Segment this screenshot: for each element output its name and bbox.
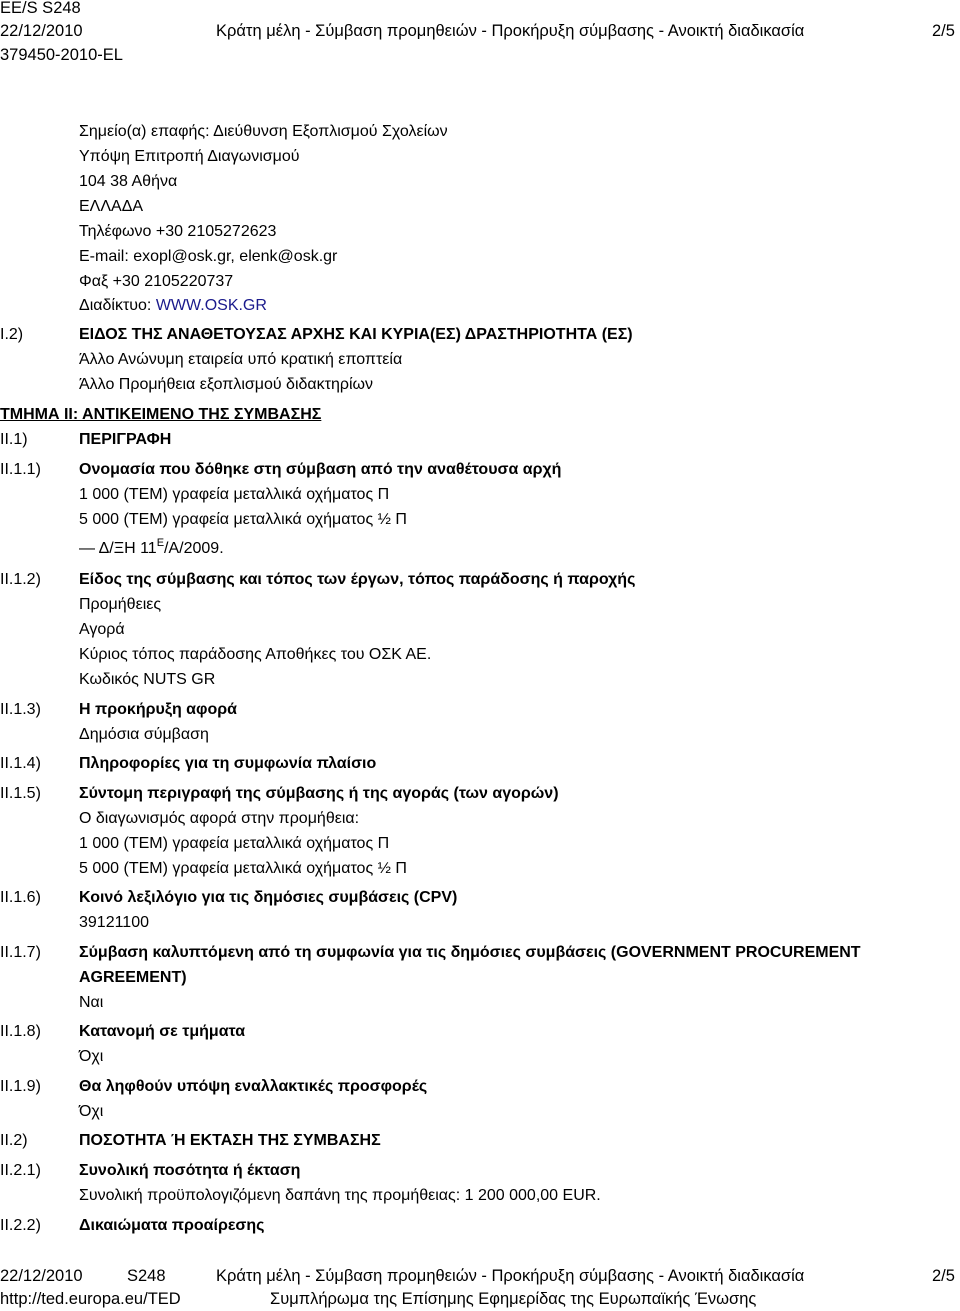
footer-url[interactable]: http://ted.europa.eu/TED — [0, 1290, 181, 1308]
section-heading-ii15: Σύντομη περιγραφή της σύμβασης ή της αγοράς (των αγορών) — [79, 785, 559, 802]
authority-activity: Άλλο Προμήθεια εξοπλισμού διδακτηρίων — [79, 376, 374, 393]
section-heading-ii11: Ονομασία που δόθηκε στη σύμβαση από την αναθέτουσα αρχή — [79, 461, 562, 478]
short-description-line-3: 5 000 (ΤΕΜ) γραφεία μεταλλικά οχήματος ½ Π — [79, 860, 407, 877]
short-description-line-2: 1 000 (ΤΕΜ) γραφεία μεταλλικά οχήματος Π — [79, 835, 390, 852]
contact-attention: Υπόψη Επιτροπή Διαγωνισμού — [79, 148, 300, 165]
section-heading-i2: ΕΙΔΟΣ ΤΗΣ ΑΝΑΘΕΤΟΥΣΑΣ ΑΡΧΗΣ ΚΑΙ ΚΥΡΙΑ(ΕΣ) ΔΡΑΣΤΗΡΙΟΤΗΤΑ (ΕΣ) — [79, 326, 633, 343]
header-page-number: 2/5 — [932, 22, 955, 40]
contact-country: ΕΛΛΑΔΑ — [79, 198, 144, 215]
delivery-place: Κύριος τόπος παράδοσης Αποθήκες του ΟΣΚ ΑΕ. — [79, 646, 432, 663]
section-number-ii14: II.1.4) — [0, 755, 41, 772]
section-number-ii17: II.1.7) — [0, 944, 41, 961]
section-number-i2: I.2) — [0, 326, 24, 343]
notice-involves: Δημόσια σύμβαση — [79, 726, 209, 743]
header-title: Κράτη μέλη - Σύμβαση προμηθειών - Προκήρυξη σύμβασης - Ανοικτή διαδικασία — [216, 22, 805, 40]
section-heading-ii21: Συνολική ποσότητα ή έκταση — [79, 1162, 301, 1179]
section-heading-ii1: ΠΕΡΙΓΡΑΦΗ — [79, 431, 172, 448]
web-label: Διαδίκτυο: — [79, 297, 152, 314]
contract-reference — [79, 539, 224, 560]
footer-series: S248 — [127, 1267, 166, 1285]
footer-supplement: Συμπλήρωμα της Επίσημης Εφημερίδας της Ευρωπαϊκής Ένωσης — [270, 1290, 757, 1308]
section-heading-ii2: ΠΟΣΟΤΗΤΑ Ή ΕΚΤΑΣΗ ΤΗΣ ΣΥΜΒΑΣΗΣ — [79, 1132, 381, 1149]
reference-prefix: — Δ/ΞΗ 11 — [79, 540, 157, 557]
section-heading-ii18: Κατανομή σε τμήματα — [79, 1023, 246, 1040]
section-number-ii11: II.1.1) — [0, 461, 41, 478]
contact-email: E-mail: exopl@osk.gr, elenk@osk.gr — [79, 248, 338, 265]
authority-type: Άλλο Ανώνυμη εταιρεία υπό κρατική εποπτεία — [79, 351, 403, 368]
lots-answer: Όχι — [79, 1048, 104, 1065]
section-heading-ii12: Είδος της σύμβασης και τόπος των έργων, τόπος παράδοσης ή παροχής — [79, 571, 636, 588]
section-title-ii: ΤΜΗΜΑ ΙΙ: ΑΝΤΙΚΕΙΜΕΝΟ ΤΗΣ ΣΥΜΒΑΣΗΣ — [0, 406, 322, 423]
short-description-line-1: Ο διαγωνισμός αφορά στην προμήθεια: — [79, 810, 360, 827]
contact-postal: 104 38 Αθήνα — [79, 173, 178, 190]
section-heading-ii19: Θα ληφθούν υπόψη εναλλακτικές προσφορές — [79, 1078, 428, 1095]
variants-answer: Όχι — [79, 1103, 104, 1120]
footer-page-number: 2/5 — [932, 1267, 955, 1285]
gpa-answer: Ναι — [79, 994, 104, 1011]
total-quantity: Συνολική προϋπολογιζόμενη δαπάνη της προμήθειας: 1 200 000,00 EUR. — [79, 1187, 601, 1204]
header-date: 22/12/2010 — [0, 22, 83, 40]
section-number-ii16: II.1.6) — [0, 889, 41, 906]
footer-date: 22/12/2010 — [0, 1267, 83, 1285]
section-heading-ii13: Η προκήρυξη αφορά — [79, 701, 237, 718]
contact-web — [79, 296, 267, 316]
section-number-ii1: II.1) — [0, 431, 28, 448]
contact-phone: Τηλέφωνο +30 2105272623 — [79, 223, 277, 240]
contact-fax: Φαξ +30 2105220737 — [79, 273, 234, 290]
reference-suffix: /Α/2009. — [164, 540, 224, 557]
section-number-ii19: II.1.9) — [0, 1078, 41, 1095]
section-heading-ii17: Σύμβαση καλυπτόμενη από τη συμφωνία για τις δημόσιες συμβάσεις (GOVERNMENT PROCUREMENT — [79, 944, 861, 961]
section-heading-ii14: Πληροφορίες για τη συμφωνία πλαίσιο — [79, 755, 377, 772]
reference-superscript: Ε — [156, 537, 165, 549]
section-heading-ii22: Δικαιώματα προαίρεσης — [79, 1217, 265, 1234]
contact-point: Σημείο(α) επαφής: Διεύθυνση Εξοπλισμού Σχολείων — [79, 123, 448, 140]
section-heading-ii17-cont: AGREEMENT) — [79, 969, 187, 986]
contract-subtype: Αγορά — [79, 621, 125, 638]
web-link[interactable]: WWW.OSK.GR — [155, 297, 267, 314]
footer-title: Κράτη μέλη - Σύμβαση προμηθειών - Προκήρυξη σύμβασης - Ανοικτή διαδικασία — [216, 1267, 805, 1285]
section-number-ii13: II.1.3) — [0, 701, 41, 718]
section-number-ii22: II.2.2) — [0, 1217, 41, 1234]
nuts-code: Κωδικός NUTS GR — [79, 671, 216, 688]
section-number-ii21: II.2.1) — [0, 1162, 41, 1179]
contract-type: Προμήθειες — [79, 596, 162, 613]
header-series: EE/S S248 — [0, 0, 81, 17]
contract-title-line-1: 1 000 (ΤΕΜ) γραφεία μεταλλικά οχήματος Π — [79, 486, 390, 503]
section-number-ii2: II.2) — [0, 1132, 28, 1149]
cpv-code: 39121100 — [79, 914, 149, 931]
section-number-ii18: II.1.8) — [0, 1023, 41, 1040]
section-number-ii15: II.1.5) — [0, 785, 41, 802]
header-doc-id: 379450-2010-EL — [0, 46, 123, 64]
section-heading-ii16: Κοινό λεξιλόγιο για τις δημόσιες συμβάσεις (CPV) — [79, 889, 458, 906]
contract-title-line-2: 5 000 (ΤΕΜ) γραφεία μεταλλικά οχήματος ½ Π — [79, 511, 407, 528]
section-number-ii12: II.1.2) — [0, 571, 41, 588]
